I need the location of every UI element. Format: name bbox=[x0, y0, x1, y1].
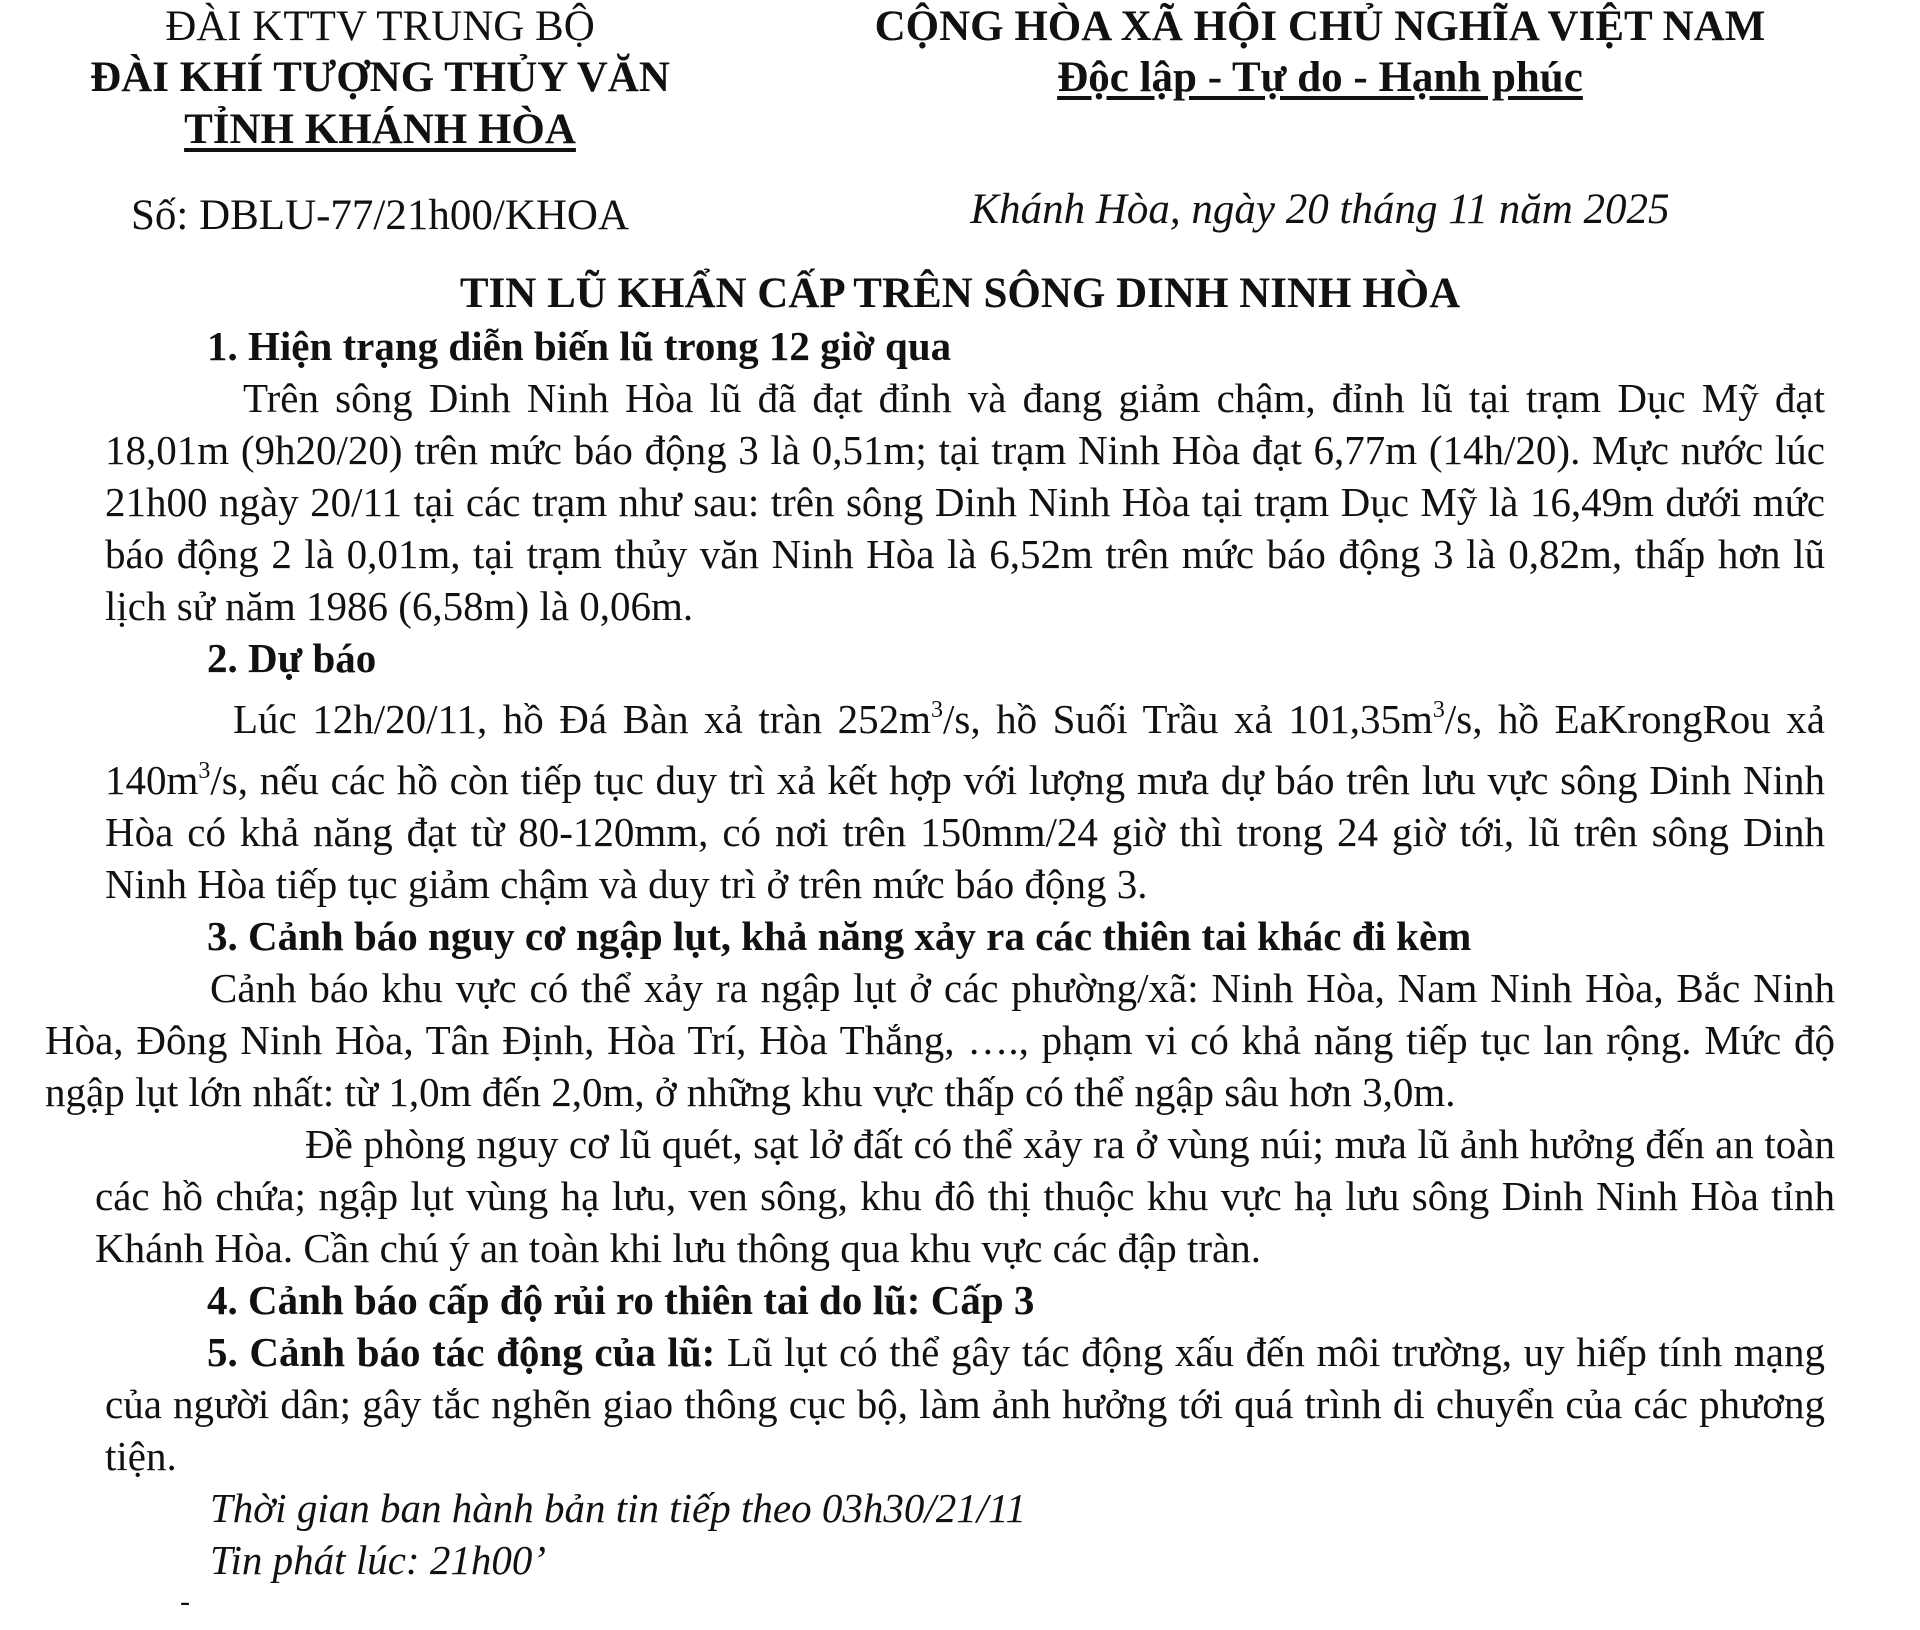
national-motto: Độc lập - Tự do - Hạnh phúc bbox=[1057, 54, 1583, 101]
section-5-heading: 5. Cảnh báo tác động của lũ: bbox=[207, 1329, 716, 1375]
issuer-province: TỈNH KHÁNH HÒA bbox=[184, 106, 576, 153]
document-body bbox=[45, 320, 1835, 1586]
issuer-block bbox=[60, 0, 700, 242]
section-5-paragraph bbox=[105, 1326, 1825, 1482]
document-number: Số: DBLU-77/21h00/KHOA bbox=[130, 192, 630, 239]
next-issue-time: Thời gian ban hành bản tin tiếp theo 03h30/21/11 bbox=[210, 1485, 1027, 1531]
document-title: TIN LŨ KHẨN CẤP TRÊN SÔNG DINH NINH HÒA bbox=[459, 270, 1461, 317]
section-1-heading: 1. Hiện trạng diễn biến lũ trong 12 giờ qua bbox=[207, 323, 952, 369]
issue-date: Khánh Hòa, ngày 20 tháng 11 năm 2025 bbox=[970, 186, 1670, 233]
section-5-body: Lũ lụt có thể gây tác động xấu đến môi trường, uy hiếp tính mạng của người dân; gây tắc nghẽn giao thông cục bộ, làm ảnh hưởng tới quá trình di chuyển của các phương tiện. bbox=[105, 1329, 1825, 1479]
issuer-agency: ĐÀI KHÍ TƯỢNG THỦY VĂN bbox=[90, 54, 670, 101]
section-3-heading: 3. Cảnh báo nguy cơ ngập lụt, khả năng xảy ra các thiên tai khác đi kèm bbox=[207, 913, 1472, 959]
national-motto-block bbox=[760, 0, 1880, 236]
section-3-body-2: Đề phòng nguy cơ lũ quét, sạt lở đất có thể xảy ra ở vùng núi; mưa lũ ảnh hưởng đến an toàn các hồ chứa; ngập lụt vùng hạ lưu, ven sông, khu đô thị thuộc khu vực hạ lưu sông Dinh Ninh Hòa tỉnh Khánh Hòa. Cần chú ý an toàn khi lưu thông qua khu vực các đập tràn. bbox=[95, 1121, 1835, 1271]
section-2-body: Lúc 12h/20/11, hồ Đá Bàn xả tràn $252m^3/s$, hồ Suối Trầu xả $101,35m^3/s$, hồ EaKrongRou xả $140m^3/s$, nếu các hồ còn tiếp tục duy trì xả kết hợp với lượng mưa dự báo trên lưu vực sông Dinh Ninh Hòa có khả năng đạt từ 80-120mm, có nơi trên 150mm/24 giờ thì trong 24 giờ tới, lũ trên sông Dinh Ninh Hòa tiếp tục giảm chậm và duy trì ở trên mức báo động 3. bbox=[105, 696, 1826, 907]
footer-dash: - bbox=[180, 1585, 190, 1618]
section-1-body: Trên sông Dinh Ninh Hòa lũ đã đạt đỉnh và đang giảm chậm, đỉnh lũ tại trạm Dục Mỹ đạt 18,01m (9h20/20) trên mức báo động 3 là 0,51m; tại trạm Ninh Hòa đạt 6,77m (14h/20). Mực nước lúc 21h00 ngày 20/11 tại các trạm như sau: trên sông Dinh Ninh Hòa tại trạm Dục Mỹ là 16,49m dưới mức báo động 2 là 0,01m, tại trạm thủy văn Ninh Hòa là 6,52m trên mức báo động 3 là 0,82m, thấp hơn lũ lịch sử năm 1986 (6,58m) là 0,06m. bbox=[105, 375, 1825, 629]
section-2-heading: 2. Dự báo bbox=[207, 635, 377, 681]
issuer-parent-agency: ĐÀI KTTV TRUNG BỘ bbox=[165, 3, 595, 50]
country-name: CỘNG HÒA XÃ HỘI CHỦ NGHĨA VIỆT NAM bbox=[874, 3, 1766, 50]
issued-time: Tin phát lúc: 21h00’ bbox=[210, 1537, 546, 1583]
section-4-heading: 4. Cảnh báo cấp độ rủi ro thiên tai do lũ: Cấp 3 bbox=[207, 1277, 1035, 1323]
section-3-body-1: Cảnh báo khu vực có thể xảy ra ngập lụt ở các phường/xã: Ninh Hòa, Nam Ninh Hòa, Bắc Ninh Hòa, Đông Ninh Hòa, Tân Định, Hòa Trí, Hòa Thắng, …., phạm vi có khả năng tiếp tục lan rộng. Mức độ ngập lụt lớn nhất: từ 1,0m đến 2,0m, ở những khu vực thấp có thể ngập sâu hơn 3,0m. bbox=[45, 965, 1835, 1115]
